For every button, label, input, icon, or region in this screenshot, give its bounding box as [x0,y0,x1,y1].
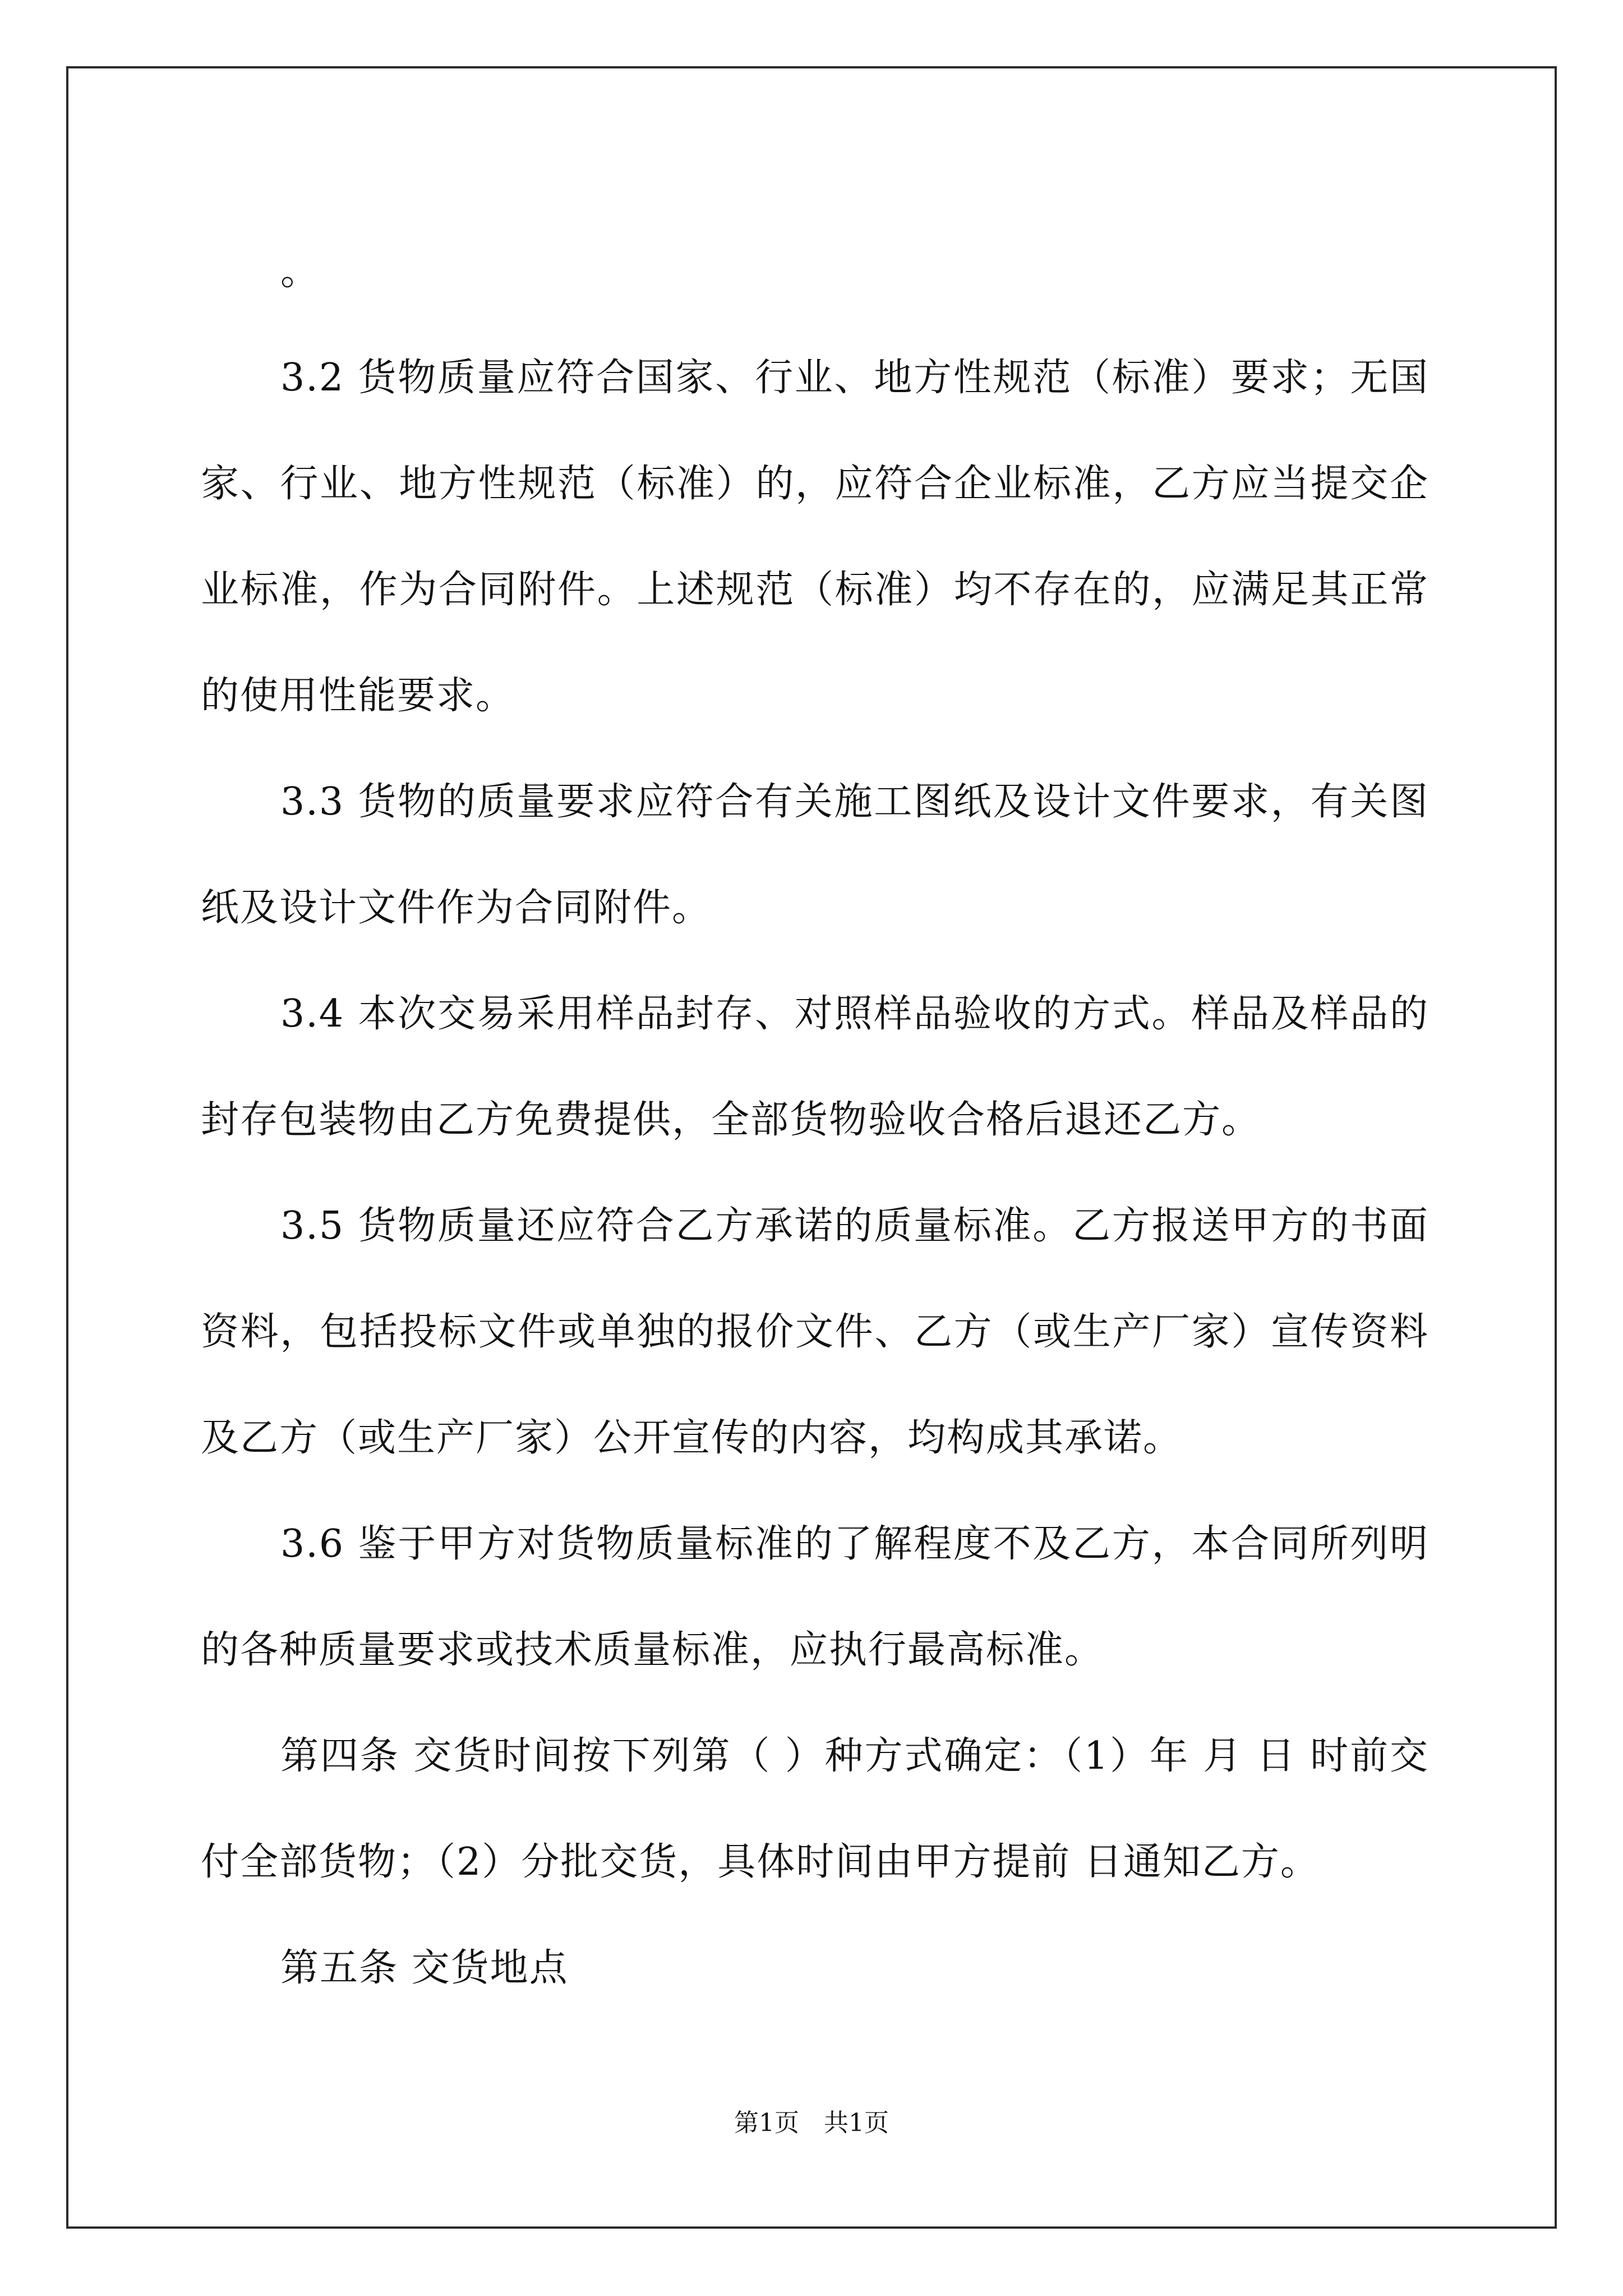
paragraph-3-6: 3.6 鉴于甲方对货物质量标准的了解程度不及乙方，本合同所列明的各种质量要求或技术质量标准，应执行最高标准。 [201,1522,1429,1672]
paragraph-3-3: 3.3 货物的质量要求应符合有关施工图纸及设计文件要求，有关图纸及设计文件作为合同附件。 [201,780,1429,930]
document-body [201,219,1429,2021]
paragraph-article-4: 第四条 交货时间按下列第（ ）种方式确定：（1）年 月 日 时前交付全部货物；（2）分批交货，具体时间由甲方提前 日通知乙方。 [201,1734,1429,1884]
paragraph-continuation: 。 [280,250,320,294]
paragraph-article-5: 第五条 交货地点 [280,1946,569,1990]
paragraph-3-4: 3.4 本次交易采用样品封存、对照样品验收的方式。样品及样品的封存包装物由乙方免费提供，全部货物验收合格后退还乙方。 [201,992,1429,1142]
page-footer: 第1页 共1页 [734,2109,889,2137]
paragraph-3-5: 3.5 货物质量还应符合乙方承诺的质量标准。乙方报送甲方的书面资料，包括投标文件或单独的报价文件、乙方（或生产厂家）宣传资料及乙方（或生产厂家）公开宣传的内容，均构成其承诺。 [201,1204,1429,1460]
paragraph-3-2: 3.2 货物质量应符合国家、行业、地方性规范（标准）要求；无国家、行业、地方性规范（标准）的，应符合企业标准，乙方应当提交企业标准，作为合同附件。上述规范（标准）均不存在的，应满足其正常的使用性能要求。 [201,356,1429,718]
